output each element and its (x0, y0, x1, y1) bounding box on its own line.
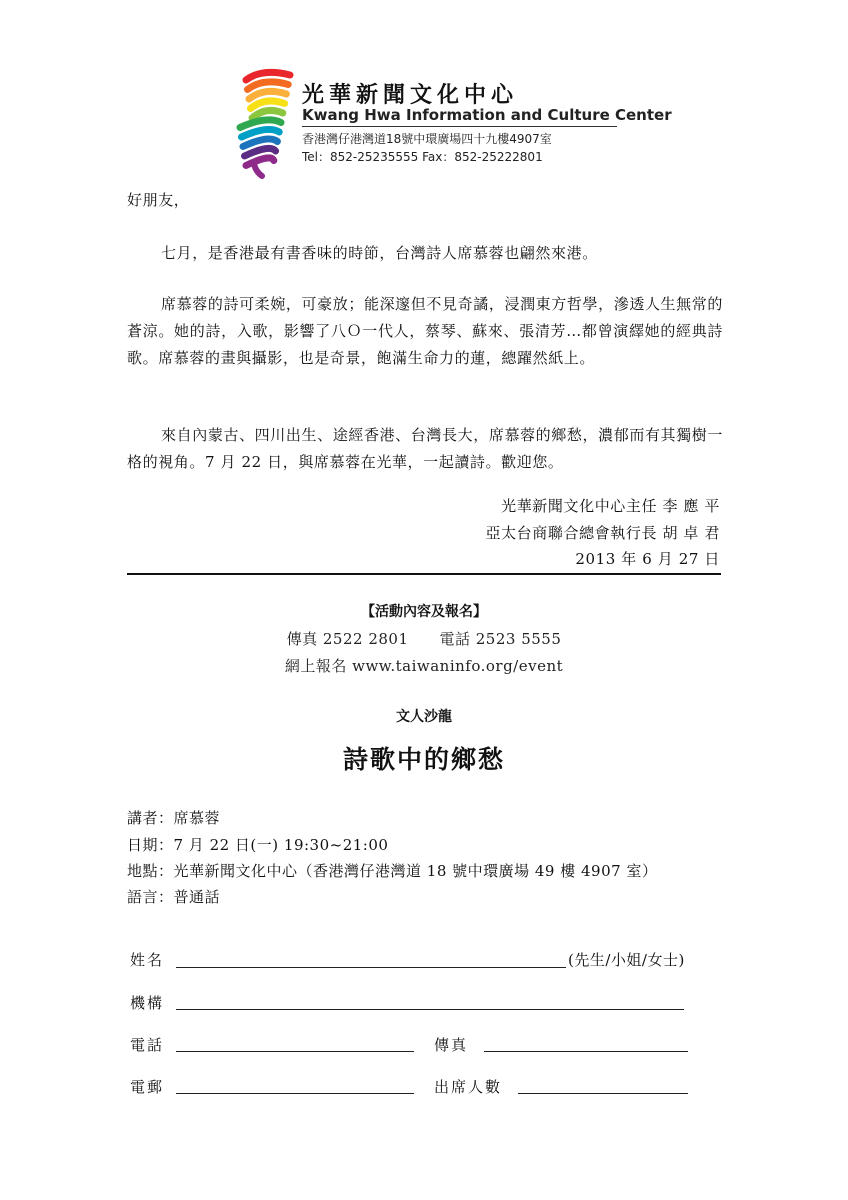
org-contact: Tel：852-25235555 Fax：852-25222801 (302, 150, 543, 164)
name-input-line[interactable] (176, 967, 566, 968)
center-logo-mark (232, 68, 294, 180)
phone-input-line[interactable] (176, 1051, 414, 1052)
letter-paragraph-1: 七月，是香港最有書香味的時節，台灣詩人席慕蓉也翩然來港。 (161, 244, 598, 262)
email-label: 電郵 (130, 1078, 165, 1096)
event-venue: 地點：光華新聞文化中心（香港灣仔港灣道 18 號中環廣場 49 樓 4907 室） (127, 862, 658, 880)
attendees-label: 出席人數 (434, 1078, 503, 1096)
event-series: 文人沙龍 (396, 709, 452, 725)
signature-director: 光華新聞文化中心主任 李 應 平 (501, 497, 720, 515)
organization-label: 機構 (130, 994, 165, 1012)
organization-input-line[interactable] (176, 1009, 684, 1010)
registration-heading: 【活動內容及報名】 (361, 604, 487, 620)
letter-date: 2013 年 6 月 27 日 (575, 550, 720, 568)
fax-input-line[interactable] (484, 1051, 688, 1052)
online-registration-line: 網上報名 www.taiwaninfo.org/event (284, 657, 564, 675)
org-name-english: Kwang Hwa Information and Culture Center (302, 106, 672, 124)
section-divider (127, 573, 721, 575)
letter-paragraph-2: 席慕蓉的詩可柔婉，可豪放；能深邃但不見奇譎，浸潤東方哲學，滲透人生無常的蒼涼。她的詩，入歌，影響了八Ｏ一代人，蔡琴、蘇來、張清芳…都曾演繹她的經典詩歌。席慕蓉的畫與攝影，也是奇景，飽滿生命力的蓮，總躍然紙上。 (127, 295, 723, 367)
signature-executive: 亞太台商聯合總會執行長 胡 卓 君 (485, 524, 720, 542)
letterhead-divider (302, 126, 617, 127)
attendees-input-line[interactable] (518, 1093, 688, 1094)
fax-label: 傳真 (434, 1036, 469, 1054)
fax-phone-line: 傳真 2522 2801 電話 2523 5555 (286, 630, 562, 648)
event-title: 詩歌中的鄉愁 (342, 745, 505, 774)
logo-stripe-tail (254, 164, 262, 176)
phone-label: 電話 (130, 1036, 165, 1054)
event-speaker: 講者：席慕蓉 (127, 809, 221, 827)
logo-stripe (240, 120, 281, 128)
email-input-line[interactable] (176, 1093, 414, 1094)
name-label: 姓名 (130, 951, 165, 969)
event-date: 日期：7 月 22 日(一) 19:30~21:00 (127, 836, 389, 854)
logo-stripe (246, 158, 274, 166)
letter-greeting: 好朋友， (127, 191, 190, 209)
org-name-chinese: 光華新聞文化中心 (302, 83, 519, 108)
name-title-options: (先生/小姐/女士) (568, 951, 685, 969)
event-language: 語言：普通話 (127, 888, 221, 906)
org-address: 香港灣仔港灣道18號中環廣場四十九樓4907室 (302, 132, 552, 146)
logo-stripe (242, 129, 280, 137)
letter-paragraph-3: 來自內蒙古、四川出生、途經香港、台灣長大，席慕蓉的鄉愁，濃郁而有其獨樹一格的視角。7 月 22 日，與席慕蓉在光華，一起讀詩。歡迎您。 (127, 426, 723, 471)
